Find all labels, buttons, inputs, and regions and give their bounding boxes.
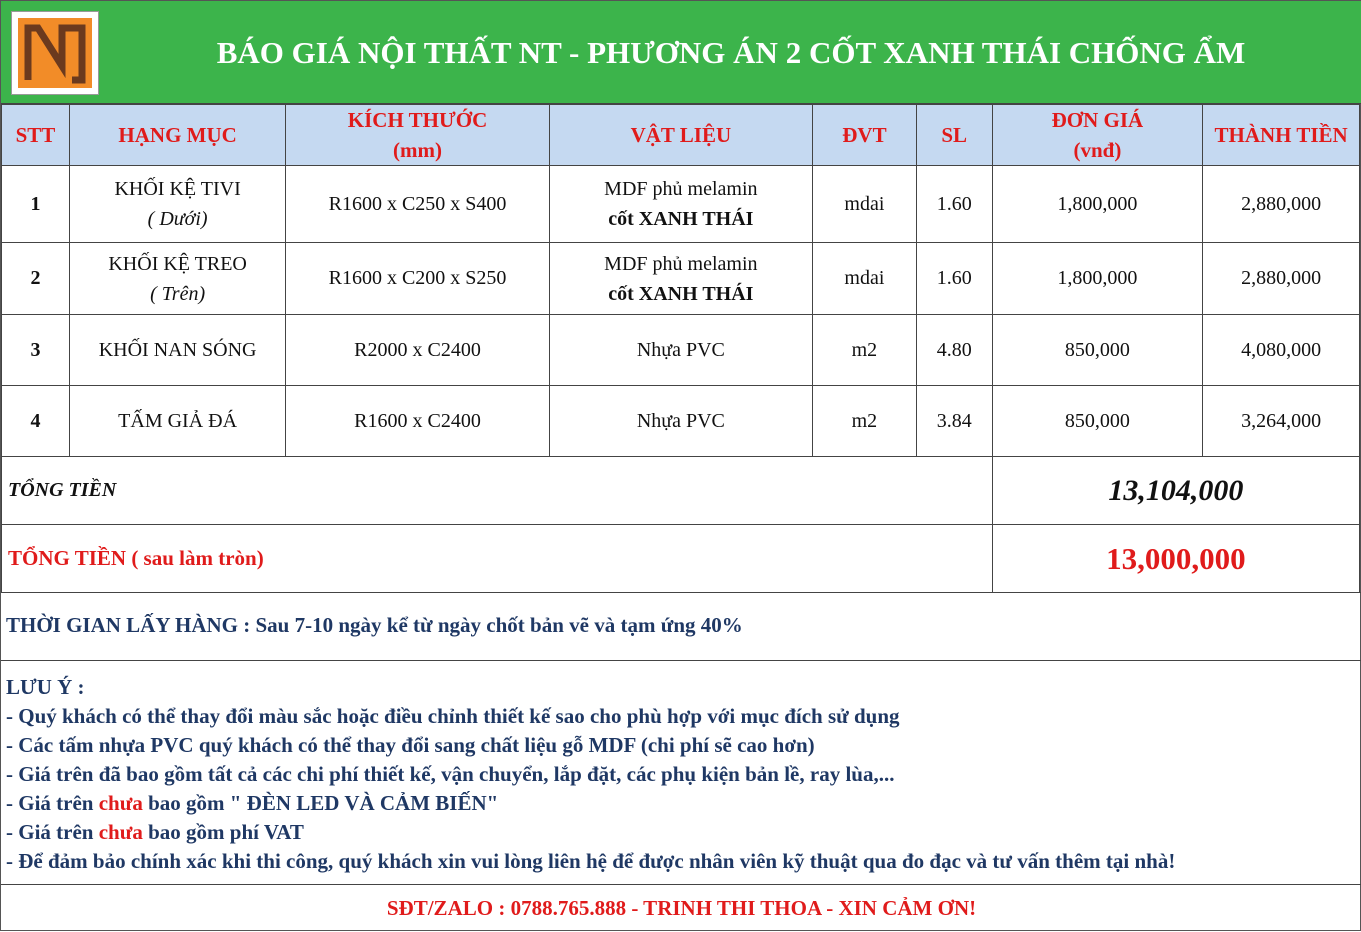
table-row — [2, 243, 1360, 315]
row-stt: 2 — [2, 243, 70, 315]
row-stt: 1 — [2, 166, 70, 243]
row-price: 850,000 — [992, 315, 1203, 386]
row-size: R2000 x C2400 — [286, 315, 549, 386]
note-line: - Quý khách có thể thay đổi màu sắc hoặc điều chỉnh thiết kế sao cho phù hợp với mục đích sử dụng — [6, 704, 900, 728]
row-qty: 3.84 — [916, 386, 992, 457]
row-price: 1,800,000 — [992, 243, 1203, 315]
row-material: MDF phủ melamin cốt XANH THÁI — [549, 243, 812, 315]
notes-section — [1, 660, 1361, 884]
row-unit: mdai — [813, 243, 917, 315]
row-total: 4,080,000 — [1203, 315, 1360, 386]
table-header-row — [2, 105, 1360, 166]
header-stt: STT — [2, 105, 70, 166]
header-qty: SL — [916, 105, 992, 166]
row-item: KHỐI KỆ TIVI ( Dưới) — [69, 166, 285, 243]
nt-logo-icon — [11, 11, 99, 95]
row-size: R1600 x C2400 — [286, 386, 549, 457]
header-total: THÀNH TIỀN — [1203, 105, 1360, 166]
page-title: BÁO GIÁ NỘI THẤT NT - PHƯƠNG ÁN 2 CỐT XANH THÁI CHỐNG ẨM — [216, 35, 1246, 70]
note-line: - Để đảm bảo chính xác khi thi công, quý khách xin vui lòng liên hệ để được nhân viên kỹ thuật qua đo đạc và tư vấn thêm tại nhà! — [6, 849, 1176, 873]
delivery-text: Sau 7-10 ngày kể từ ngày chốt bản vẽ và tạm ứng 40% — [250, 613, 743, 637]
row-stt: 3 — [2, 315, 70, 386]
row-total: 2,880,000 — [1203, 243, 1360, 315]
row-unit: m2 — [813, 386, 917, 457]
total-row — [2, 457, 1360, 525]
row-size: R1600 x C250 x S400 — [286, 166, 549, 243]
rounded-total-row — [2, 525, 1360, 593]
row-stt: 4 — [2, 386, 70, 457]
logo-letters-icon — [22, 22, 88, 84]
row-unit: m2 — [813, 315, 917, 386]
rounded-total-value: 13,000,000 — [992, 525, 1359, 593]
delivery-time — [1, 592, 1361, 660]
row-item: TẤM GIẢ ĐÁ — [69, 386, 285, 457]
quotation-table — [1, 104, 1360, 593]
row-total: 2,880,000 — [1203, 166, 1360, 243]
contact-footer: SĐT/ZALO : 0788.765.888 - TRINH THI THOA - XIN CẢM ƠN! — [1, 884, 1361, 932]
rounded-total-label: TỔNG TIỀN ( sau làm tròn) — [2, 525, 993, 593]
row-material: Nhựa PVC — [549, 386, 812, 457]
header-material: VẬT LIỆU — [549, 105, 812, 166]
row-size: R1600 x C200 x S250 — [286, 243, 549, 315]
row-item: KHỐI KỆ TREO ( Trên) — [69, 243, 285, 315]
header-item: HẠNG MỤC — [69, 105, 285, 166]
row-item: KHỐI NAN SÓNG — [69, 315, 285, 386]
note-line: - Các tấm nhựa PVC quý khách có thể thay đổi sang chất liệu gỗ MDF (chi phí sẽ cao hơn) — [6, 733, 815, 757]
note-line: - Giá trên đã bao gồm tất cả các chi phí thiết kế, vận chuyển, lắp đặt, các phụ kiện bản lề, ray lùa,... — [6, 762, 895, 786]
header-price: ĐƠN GIÁ (vnđ) — [992, 105, 1203, 166]
table-row — [2, 166, 1360, 243]
row-qty: 1.60 — [916, 166, 992, 243]
row-unit: mdai — [813, 166, 917, 243]
table-row — [2, 315, 1360, 386]
row-qty: 1.60 — [916, 243, 992, 315]
row-material: MDF phủ melamin cốt XANH THÁI — [549, 166, 812, 243]
total-label: TỔNG TIỀN — [2, 457, 993, 525]
note-line: - Giá trên chưa bao gồm phí VAT — [6, 820, 304, 844]
row-total: 3,264,000 — [1203, 386, 1360, 457]
row-price: 1,800,000 — [992, 166, 1203, 243]
delivery-label: THỜI GIAN LẤY HÀNG : — [6, 613, 251, 637]
table-row — [2, 386, 1360, 457]
row-qty: 4.80 — [916, 315, 992, 386]
header-size: KÍCH THƯỚC (mm) — [286, 105, 549, 166]
header-bar — [1, 1, 1361, 104]
header-unit: ĐVT — [813, 105, 917, 166]
note-line: - Giá trên chưa bao gồm " ĐÈN LED VÀ CẢM BIẾN" — [6, 791, 499, 815]
total-value: 13,104,000 — [992, 457, 1359, 525]
row-price: 850,000 — [992, 386, 1203, 457]
notes-title: LƯU Ý : — [6, 675, 85, 699]
row-material: Nhựa PVC — [549, 315, 812, 386]
